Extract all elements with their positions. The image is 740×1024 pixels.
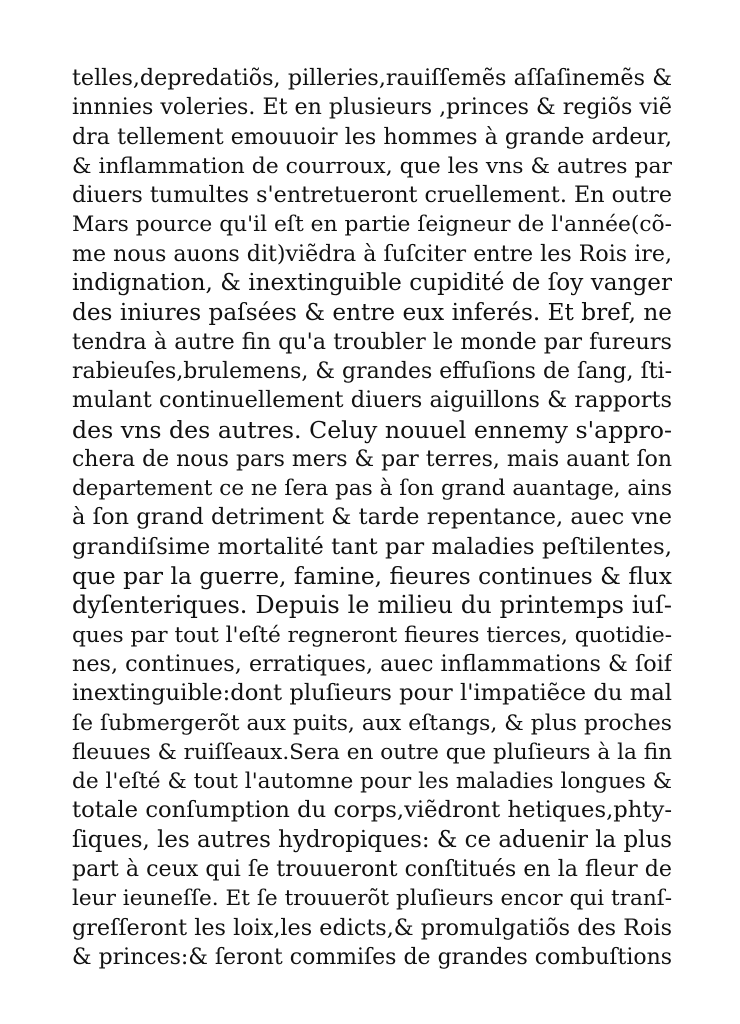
text-line-18: que par la guerre, famine, fieures continues & flux: [72, 563, 672, 591]
text-line-12: mulant continuellement diuers aiguillons & rapports: [72, 387, 672, 414]
text-line-20: ques par tout l'eſté regneront fieures tierces, quotidie-: [72, 622, 672, 648]
text-line-21: nes, continues, erratiques, auec inflammations & ſoif: [72, 650, 672, 677]
text-line-1: telles,depredatiõs, pilleries,rauiſſemẽs aſſaſinemẽs &: [72, 65, 672, 91]
text-line-11: rabieuſes,brulemens, & grandes effuſions de ſang, ſti-: [72, 358, 672, 384]
text-line-15: departement ce ne ſera pas à ſon grand auantage, ains: [72, 476, 672, 502]
text-line-9: des iniures paſsées & entre eux inferés. Et bref, ne: [72, 299, 672, 327]
text-line-14: chera de nous pars mers & par terres, mais auant ſon: [72, 446, 672, 472]
text-line-30: greſſeront les loix,les edicts,& promulgatiõs des Rois: [72, 914, 672, 941]
text-line-31: & princes:& ſeront commiſes de grandes combuſtions: [72, 944, 672, 970]
text-line-3: dra tellement emouuoir les hommes à grande ardeur,: [72, 123, 672, 150]
page-body-text: [72, 64, 672, 972]
text-line-25: de l'eſté & tout l'automne pour les maladies longues &: [72, 769, 672, 795]
text-line-4: & inflammation de courroux, que les vns & autres par: [72, 153, 672, 179]
text-line-5: diuers tumultes s'entretueront cruellement. En outre: [72, 182, 672, 209]
text-line-16: à ſon grand detriment & tarde repentance, auec vne: [72, 504, 672, 531]
text-line-13: des vns des autres. Celuy nouuel ennemy s'appro-: [72, 415, 672, 444]
text-line-23: ſe ſubmergerõt aux puits, aux eſtangs, & plus proches: [72, 710, 672, 736]
text-line-24: fleuues & ruiſſeaux.Sera en outre que pluſieurs à la fin: [72, 739, 672, 765]
text-line-19: dyſenteriques. Depuis le milieu du printemps iuſ-: [72, 591, 672, 620]
text-line-27: ſiques, les autres hydropiques: & ce aduenir la plus: [72, 826, 672, 853]
text-line-6: Mars pource qu'il eſt en partie ſeigneur de l'année(cõ-: [72, 212, 672, 238]
text-line-17: grandiſsime mortalité tant par maladies peſtilentes,: [72, 533, 672, 560]
text-line-2: innnies voleries. Et en plusieurs ,princes & regiõs viẽ: [72, 94, 672, 121]
text-line-10: tendra à autre fin qu'a troubler le monde par fureurs: [72, 328, 672, 355]
text-line-26: totale conſumption du corps,viẽdront hetiques,phty-: [72, 797, 672, 824]
text-line-8: indignation, & inextinguible cupidité de ſoy vanger: [72, 270, 672, 297]
text-line-28: part à ceux qui ſe trouueront conſtitués en la fleur de: [72, 856, 672, 883]
text-line-22: inextinguible:dont pluſieurs pour l'impatiẽce du mal: [72, 680, 672, 707]
text-line-29: leur ieuneſſe. Et ſe trouuerõt pluſieurs encor qui tranſ-: [72, 886, 672, 912]
text-line-7: me nous auons dit)viẽdra à ſuſciter entre les Rois ire,: [72, 240, 672, 267]
